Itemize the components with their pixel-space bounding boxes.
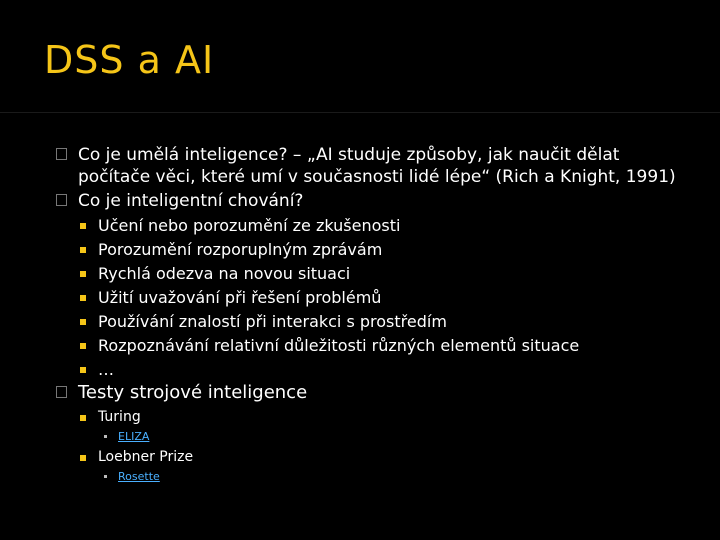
sub-bullet [56,358,696,382]
checkbox-bullet-icon [56,148,67,160]
eliza-link[interactable]: ELIZA [118,430,150,443]
sub-bullet-loebner [56,446,696,468]
sub-bullet-text: Užití uvažování při řešení problémů [98,288,382,307]
link-item [56,428,696,446]
bullet-text: Co je inteligentní chování? [78,191,304,211]
sub-bullet [56,238,696,262]
sub-bullet-text: Používání znalostí při interakci s prostředím [98,312,447,331]
square-bullet-icon [80,295,86,301]
sub-bullet-text: … [98,360,114,379]
square-bullet-icon [80,415,86,421]
square-bullet-icon [80,343,86,349]
square-bullet-icon [80,247,86,253]
bullet-ai-definition [56,144,696,188]
sub-bullet-turing [56,406,696,428]
rosette-link[interactable]: Rosette [118,470,160,483]
sub-bullet-text: Porozumění rozporuplným zprávám [98,240,383,259]
title-divider [0,112,720,113]
sub-bullet [56,310,696,334]
square-bullet-icon [80,271,86,277]
bullet-text: Co je umělá inteligence? – „AI studuje způsoby, jak naučit dělat počítače věci, které umí v současnosti lidé lépe“ (Rich a Knight, 1991) [78,145,676,187]
sub-bullet-text: Loebner Prize [98,449,194,465]
sub-bullet-text: Turing [98,409,141,425]
dot-bullet-icon [104,475,107,478]
sub-bullet [56,214,696,238]
sub-bullet [56,286,696,310]
sub-bullet-text: Rozpoznávání relativní důležitosti různých elementů situace [98,336,580,355]
dot-bullet-icon [104,435,107,438]
square-bullet-icon [80,455,86,461]
square-bullet-icon [80,223,86,229]
sub-bullet-text: Rychlá odezva na novou situaci [98,264,351,283]
bullet-intelligent-behavior [56,190,696,212]
checkbox-bullet-icon [56,194,67,206]
bullet-text: Testy strojové inteligence [78,382,308,403]
link-item [56,468,696,486]
square-bullet-icon [80,367,86,373]
sub-bullet [56,334,696,358]
checkbox-bullet-icon [56,386,67,398]
slide-title: DSS a AI [44,38,215,82]
sub-bullet-text: Učení nebo porozumění ze zkušenosti [98,216,401,235]
sub-bullet [56,262,696,286]
bullet-machine-intelligence-tests [56,382,696,404]
square-bullet-icon [80,319,86,325]
slide-body [56,144,696,486]
